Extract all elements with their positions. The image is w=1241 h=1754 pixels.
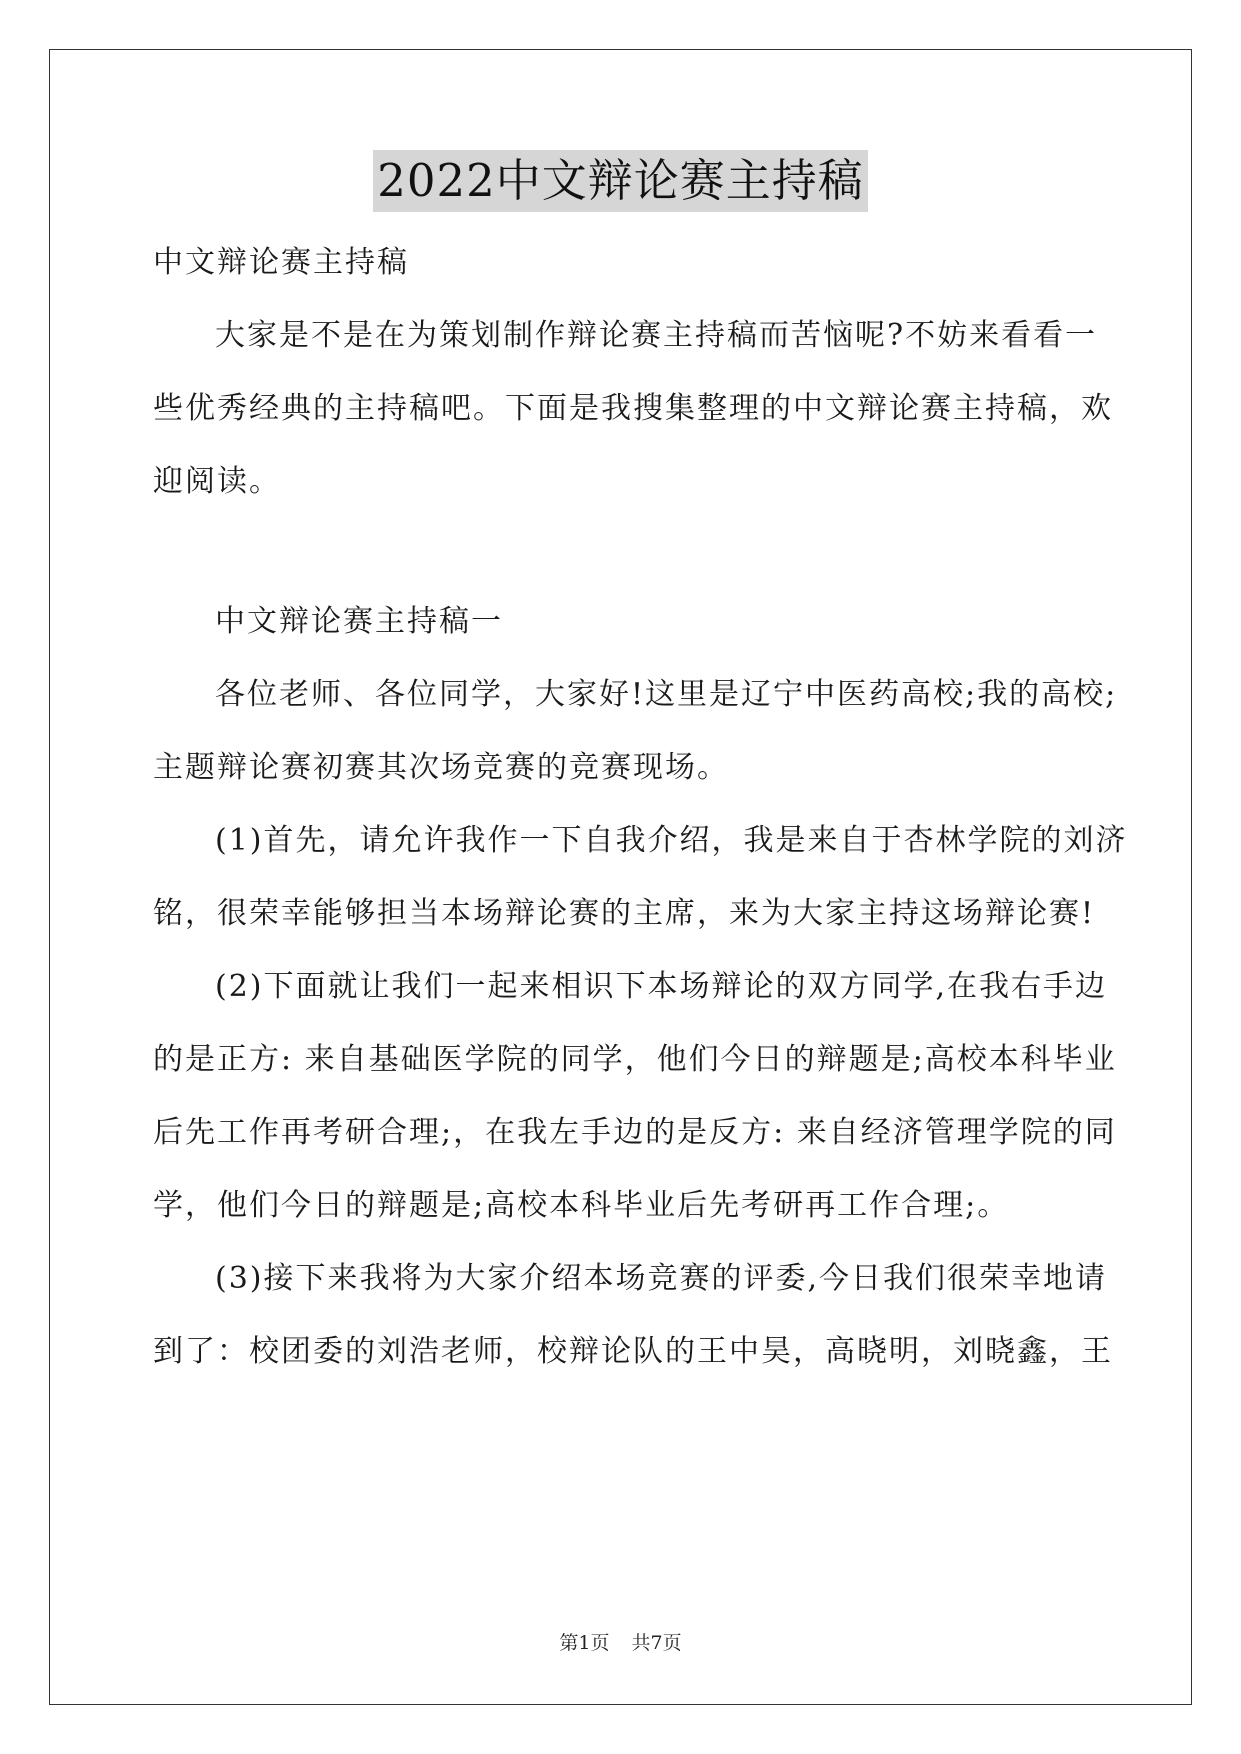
section-heading: 中文辩论赛主持稿一 bbox=[215, 604, 503, 639]
paragraph-line: 到了：校团委的刘浩老师，校辩论队的王中昊，高晓明，刘晓鑫，王 bbox=[153, 1334, 1113, 1369]
paragraph-line: (2)下面就让我们一起来相识下本场辩论的双方同学,在我右手边 bbox=[215, 969, 1108, 1004]
page-border bbox=[49, 49, 1192, 1705]
page-number: 第1页 bbox=[559, 1632, 610, 1654]
paragraph-line: 后先工作再考研合理;，在我左手边的是反方: 来自经济管理学院的同 bbox=[153, 1115, 1117, 1150]
page-footer bbox=[0, 1628, 1241, 1655]
paragraph-line: 主题辩论赛初赛其次场竞赛的竞赛现场。 bbox=[153, 750, 729, 785]
paragraph-line: (3)接下来我将为大家介绍本场竞赛的评委,今日我们很荣幸地请 bbox=[215, 1261, 1108, 1296]
paragraph-line: 些优秀经典的主持稿吧。下面是我搜集整理的中文辩论赛主持稿，欢 bbox=[153, 391, 1113, 426]
paragraph-line: 各位老师、各位同学，大家好!这里是辽宁中医药高校;我的高校; bbox=[215, 677, 1118, 712]
paragraph-line: 的是正方: 来自基础医学院的同学，他们今日的辩题是;高校本科毕业 bbox=[153, 1042, 1117, 1077]
page-total: 共7页 bbox=[631, 1632, 682, 1654]
paragraph-line: (1)首先，请允许我作一下自我介绍，我是来自于杏林学院的刘济 bbox=[215, 823, 1128, 858]
document-title: 2022中文辩论赛主持稿 bbox=[373, 150, 868, 212]
subtitle-line: 中文辩论赛主持稿 bbox=[153, 245, 409, 280]
paragraph-line: 大家是不是在为策划制作辩论赛主持稿而苦恼呢?不妨来看看一 bbox=[215, 318, 1098, 353]
paragraph-line: 迎阅读。 bbox=[153, 464, 281, 499]
title-container bbox=[0, 150, 1241, 212]
paragraph-line: 学，他们今日的辩题是;高校本科毕业后先考研再工作合理;。 bbox=[153, 1188, 1010, 1223]
paragraph-line: 铭，很荣幸能够担当本场辩论赛的主席，来为大家主持这场辩论赛! bbox=[153, 896, 1096, 931]
